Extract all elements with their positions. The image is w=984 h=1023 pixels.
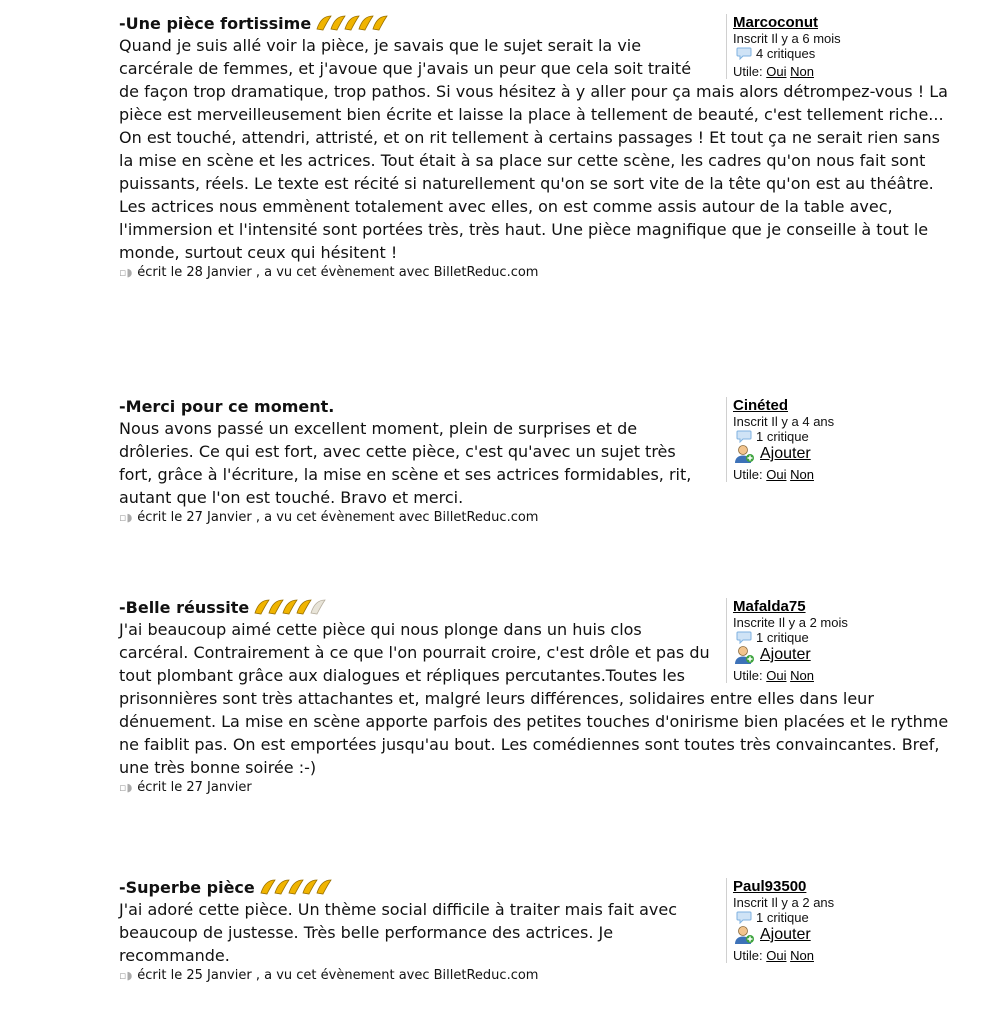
review-body: J'ai adoré cette pièce. Un thème social difficile à traiter mais fait avec beaucoup de justesse. Très belle performance des actrices. Je recommande.: [119, 900, 678, 965]
rating-star-filled: [283, 600, 297, 614]
review-meta: [119, 967, 949, 985]
critiques-count[interactable]: [733, 429, 933, 444]
add-link[interactable]: Ajouter: [760, 445, 811, 462]
rating-star-filled: [373, 16, 387, 30]
add-friend[interactable]: [733, 444, 933, 464]
rating-stars-icon: [259, 878, 333, 898]
review: [119, 397, 949, 527]
review-meta: [119, 509, 949, 527]
rating-star-filled: [269, 600, 283, 614]
review-body: Nous avons passé un excellent moment, plein de surprises et de drôleries. Ce qui est fort, avec cette pièce, c'est qu'avec un sujet très fort, grâce à l'écriture, la mise en scène et ses actrices formidables, rit, autant que l'on est touché. Bravo et merci.: [119, 419, 692, 507]
critiques-label: 4 critiques: [756, 46, 816, 61]
speaker-icon[interactable]: ▫◗: [119, 511, 133, 524]
review-title-row: [119, 397, 712, 417]
critiques-label: 1 critique: [756, 429, 809, 444]
add-link[interactable]: Ajouter: [760, 646, 811, 663]
speaker-icon[interactable]: ▫◗: [119, 969, 133, 982]
review-title: -Superbe pièce: [119, 878, 255, 897]
joined-date: Inscrit Il y a 4 ans: [733, 414, 835, 429]
review-title: -Belle réussite: [119, 598, 250, 617]
review: [119, 14, 949, 282]
rating-star-filled: [317, 880, 331, 894]
utile-label: Utile:: [733, 668, 763, 683]
utile-row: [733, 948, 933, 963]
comment-bubble-icon: [736, 631, 752, 644]
rating-stars-icon: [253, 598, 327, 618]
user-card: [726, 878, 933, 963]
utile-row: [733, 668, 933, 683]
review-date: écrit le 27 Janvier: [137, 780, 252, 795]
user-card: [726, 397, 933, 482]
rating-star-filled: [303, 880, 317, 894]
review: [119, 878, 949, 985]
add-friend[interactable]: [733, 925, 933, 945]
username-link[interactable]: Paul93500: [733, 878, 807, 895]
rating-star-filled: [345, 16, 359, 30]
review-meta: [119, 779, 949, 797]
username-link[interactable]: Cinéted: [733, 397, 789, 414]
utile-label: Utile:: [733, 64, 763, 79]
speaker-icon[interactable]: ▫◗: [119, 781, 133, 794]
review-meta: [119, 264, 949, 282]
rating-stars-icon: [315, 14, 389, 34]
oui-link[interactable]: Oui: [766, 64, 787, 79]
rating-star-filled: [261, 880, 275, 894]
non-link[interactable]: Non: [790, 668, 814, 683]
username-link[interactable]: Mafalda75: [733, 598, 806, 615]
critiques-label: 1 critique: [756, 910, 809, 925]
oui-link[interactable]: Oui: [766, 668, 787, 683]
non-link[interactable]: Non: [790, 467, 814, 482]
critiques-count[interactable]: [733, 46, 933, 61]
joined-date: Inscrit Il y a 2 ans: [733, 895, 835, 910]
review-title: -Une pièce fortissime: [119, 14, 312, 33]
critiques-count[interactable]: [733, 630, 933, 645]
username-link[interactable]: Marcoconut: [733, 14, 819, 31]
add-user-icon: [733, 444, 755, 464]
utile-label: Utile:: [733, 948, 763, 963]
critiques-label: 1 critique: [756, 630, 809, 645]
critiques-count[interactable]: [733, 910, 933, 925]
review-date: écrit le 27 Janvier , a vu cet évènement avec BilletReduc.com: [137, 510, 539, 525]
comment-bubble-icon: [736, 430, 752, 443]
review-title: -Merci pour ce moment.: [119, 397, 335, 416]
review: [119, 598, 949, 797]
add-user-icon: [733, 925, 755, 945]
review-title-row: [119, 878, 712, 898]
non-link[interactable]: Non: [790, 64, 814, 79]
review-body: J'ai beaucoup aimé cette pièce qui nous plonge dans un huis clos carcéral. Contrairement à ce que l'on pourrait croire, c'est drôle et pas du tout plombant grâce aux dialogues et répliques percutantes.Toutes les prisonnières sont très attachantes et, malgré leurs différences, solidaires entre elles dans leur dénuement. La mise en scène apporte parfois des petites touches d'onirisme bien placées et le rythme ne faiblit pas. On est emportées jusqu'au bout. Les comédiennes sont toutes très convaincantes. Bref, une très bonne soirée :-): [119, 620, 949, 777]
rating-star-filled: [297, 600, 311, 614]
add-link[interactable]: Ajouter: [760, 926, 811, 943]
review-date: écrit le 28 Janvier , a vu cet évènement avec BilletReduc.com: [137, 265, 539, 280]
comment-bubble-icon: [736, 911, 752, 924]
user-card: [726, 598, 933, 683]
review-body: Quand je suis allé voir la pièce, je savais que le sujet serait la vie carcérale de femmes, et j'avoue que j'avais un peur que cela soit traité de façon trop dramatique, trop pathos. Si vous hésitez à y aller pour ça mais alors détrompez-vous ! La pièce est merveilleusement bien écrite et laisse la place à tellement de beauté, c'est tellement riche... On est touché, attendri, attristé, et on rit tellement à certains passages ! Et tout ça ne serait rien sans la mise en scène et les actrices. Tout était à sa place sur cette scène, les cadres qu'on nous fait sont puissants, réels. Le texte est récité si naturellement qu'on se sort vite de la tête qu'on est au théâtre. Les actrices nous emmènent totalement avec elles, on est comme assis autour de la table avec, l'immersion et l'intensité sont portées très, très haut. Une pièce magnifique que je conseille à tout le monde, surtout ceux qui hésitent !: [119, 36, 948, 262]
rating-star-filled: [275, 880, 289, 894]
user-card: [726, 14, 933, 79]
rating-star-filled: [289, 880, 303, 894]
oui-link[interactable]: Oui: [766, 467, 787, 482]
non-link[interactable]: Non: [790, 948, 814, 963]
rating-star-filled: [359, 16, 373, 30]
add-user-icon: [733, 645, 755, 665]
review-title-row: [119, 14, 712, 34]
rating-star-filled: [331, 16, 345, 30]
rating-star-filled: [255, 600, 269, 614]
utile-row: [733, 64, 933, 79]
oui-link[interactable]: Oui: [766, 948, 787, 963]
rating-star-empty: [311, 600, 325, 614]
rating-star-filled: [317, 16, 331, 30]
joined-date: Inscrite Il y a 2 mois: [733, 615, 848, 630]
joined-date: Inscrit Il y a 6 mois: [733, 31, 841, 46]
utile-label: Utile:: [733, 467, 763, 482]
speaker-icon[interactable]: ▫◗: [119, 266, 133, 279]
review-title-row: [119, 598, 712, 618]
utile-row: [733, 467, 933, 482]
review-date: écrit le 25 Janvier , a vu cet évènement avec BilletReduc.com: [137, 968, 539, 983]
comment-bubble-icon: [736, 47, 752, 60]
add-friend[interactable]: [733, 645, 933, 665]
